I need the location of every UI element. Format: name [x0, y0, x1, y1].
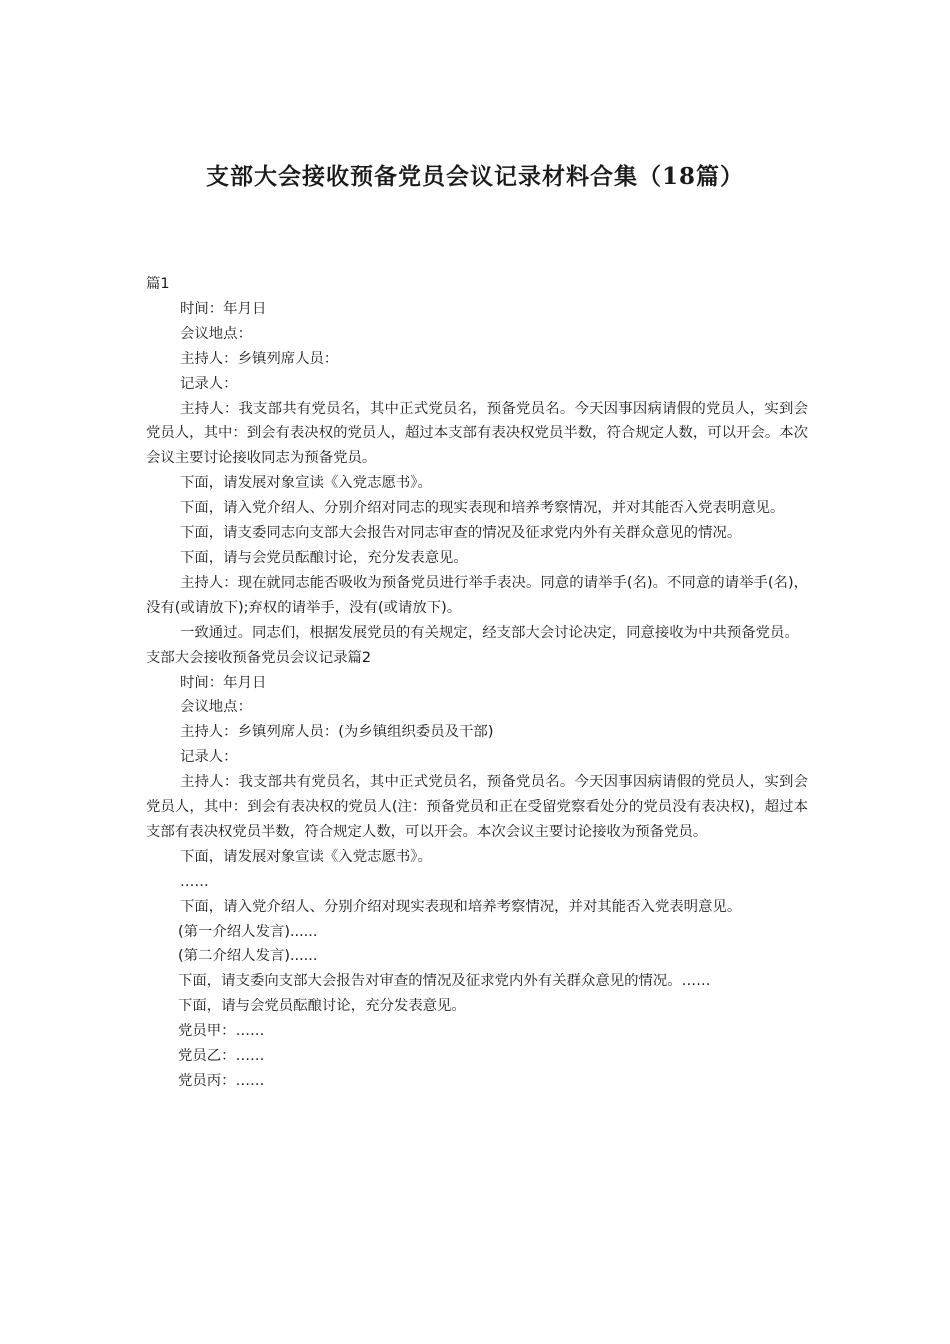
- paragraph: 下面，请发展对象宣读《入党志愿书》。: [180, 848, 432, 865]
- paragraph: 下面，请支委向支部大会报告对审查的情况及征求党内外有关群众意见的情况。……: [178, 973, 711, 990]
- paragraph: 主持人：现在就同志能否吸收为预备党员进行举手表决。同意的请举手(名)。不同意的请举手(名)，没有(或请放下);弃权的请举手，没有(或请放下)。: [146, 574, 808, 616]
- section-heading: 篇1: [146, 276, 170, 292]
- paragraph: 时间：年月日: [180, 300, 267, 317]
- document-body: [146, 272, 808, 1094]
- paragraph: 记录人：: [180, 375, 238, 392]
- paragraph: 主持人：我支部共有党员名，其中正式党员名，预备党员名。今天因事因病请假的党员人，实到会党员人，其中：到会有表决权的党员人(注：预备党员和正在受留党察看处分的党员没有表决权)，超过本支部有表决权党员半数，符合规定人数，可以开会。本次会议主要讨论接收为预备党员。: [146, 774, 808, 840]
- paragraph: 会议地点：: [180, 699, 252, 716]
- document-title: 支部大会接收预备党员会议记录材料合集（18篇）: [205, 163, 744, 190]
- paragraph: 记录人：: [180, 749, 238, 766]
- paragraph: (第二介绍人发言)......: [178, 948, 318, 965]
- paragraph: 主持人：乡镇列席人员：(为乡镇组织委员及干部): [180, 724, 494, 741]
- paragraph: (第一介绍人发言)......: [178, 923, 318, 940]
- paragraph: 党员甲：……: [178, 1023, 265, 1040]
- paragraph: 下面，请与会党员酝酿讨论，充分发表意见。: [178, 998, 466, 1015]
- paragraph: 下面，请与会党员酝酿讨论，充分发表意见。: [180, 549, 468, 566]
- paragraph: 下面，请支委同志向支部大会报告对同志审查的情况及征求党内外有关群众意见的情况。: [180, 525, 742, 542]
- paragraph: 时间：年月日: [180, 674, 267, 691]
- section-heading: 支部大会接收预备党员会议记录篇2: [146, 649, 372, 666]
- paragraph: 党员丙：……: [178, 1073, 265, 1089]
- paragraph: 一致通过。同志们，根据发展党员的有关规定，经支部大会讨论决定，同意接收为中共预备党员。: [180, 624, 799, 641]
- paragraph: 主持人：我支部共有党员名，其中正式党员名，预备党员名。今天因事因病请假的党员人，实到会党员人，其中：到会有表决权的党员人，超过本支部有表决权党员半数，符合规定人数，可以开会。本次会议主要讨论接收同志为预备党员。: [146, 400, 808, 467]
- paragraph: 主持人：乡镇列席人员：: [180, 350, 339, 367]
- paragraph: 下面，请入党介绍人、分别介绍对现实表现和培养考察情况，并对其能否入党表明意见。: [180, 898, 742, 915]
- paragraph: 会议地点：: [180, 325, 252, 342]
- paragraph: 下面，请发展对象宣读《入党志愿书》。: [180, 475, 432, 492]
- paragraph: 下面，请入党介绍人、分别介绍对同志的现实表现和培养考察情况，并对其能否入党表明意见。: [180, 500, 785, 517]
- paragraph: ……: [180, 873, 209, 890]
- paragraph: 党员乙：……: [178, 1048, 265, 1065]
